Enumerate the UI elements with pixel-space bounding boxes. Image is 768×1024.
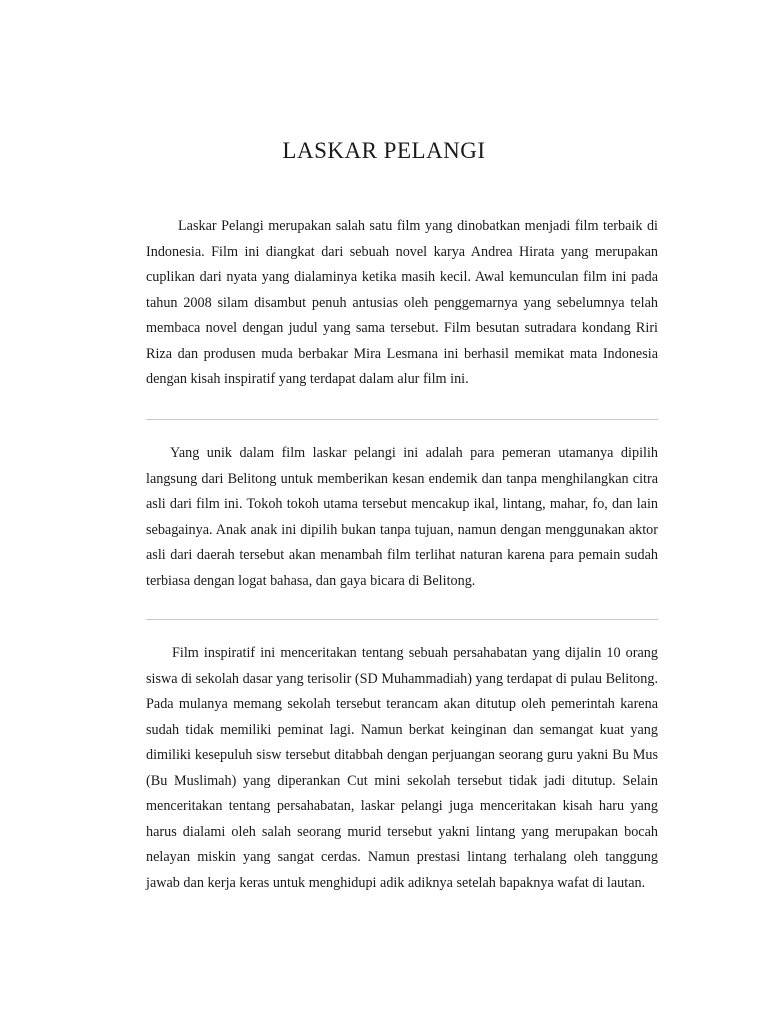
paragraph-intro: Laskar Pelangi merupakan salah satu film yang dinobatkan menjadi film terbaik di Indonesia. Film ini diangkat dari sebuah novel karya Andrea Hirata yang merupakan cuplikan dari nyata yang dialaminya ketika masih kecil. Awal kemunculan film ini pada tahun 2008 silam disambut penuh antusias oleh penggemarnya yang sebelumnya telah membaca novel dengan judul yang sama tersebut. Film besutan sutradara kondang Riri Riza dan produsen muda berbakar Mira Lesmana ini berhasil memikat mata Indonesia dengan kisah inspiratif yang terdapat dalam alur film ini. — [146, 218, 658, 387]
paragraph-story: Film inspiratif ini menceritakan tentang sebuah persahabatan yang dijalin 10 orang siswa di sekolah dasar yang terisolir (SD Muhammadiah) yang terdapat di pulau Belitong. Pada mulanya memang sekolah tersebut terancam akan ditutup oleh pemerintah karena sudah tidak memiliki peminat lagi. Namun berkat keinginan dan semangat kuat yang dimiliki kesepuluh sisw tersebut ditabbah dengan perjuangan seorang guru yakni Bu Mus (Bu Muslimah) yang diperankan Cut mini sekolah tersebut tidak jadi ditutup. Selain menceritakan tentang persahabatan, laskar pelangi juga menceritakan kisah haru yang harus dialami oleh salah seorang murid tersebut yakni lintang yang merupakan bocah nelayan miskin yang sangat cerdas. Namun prestasi lintang terhalang oleh tanggung jawab dan kerja keras untuk menghidupi adik adiknya setelah bapaknya wafat di lautan. — [146, 645, 658, 891]
paragraph-divider — [146, 419, 658, 420]
paragraph-cast: Yang unik dalam film laskar pelangi ini adalah para pemeran utamanya dipilih langsung dari Belitong untuk memberikan kesan endemik dan tanpa menghilangkan citra asli dari film ini. Tokoh tokoh utama tersebut mencakup ikal, lintang, mahar, fo, dan lain sebagainya. Anak anak ini dipilih bukan tanpa tujuan, namun dengan menggunakan aktor asli dari daerah tersebut akan menambah film terlihat naturan karena para pemain sudah terbiasa dengan logat bahasa, dan gaya bicara di Belitong. — [146, 445, 658, 589]
document-title: LASKAR PELANGI — [282, 138, 486, 163]
paragraph-divider — [146, 619, 658, 620]
